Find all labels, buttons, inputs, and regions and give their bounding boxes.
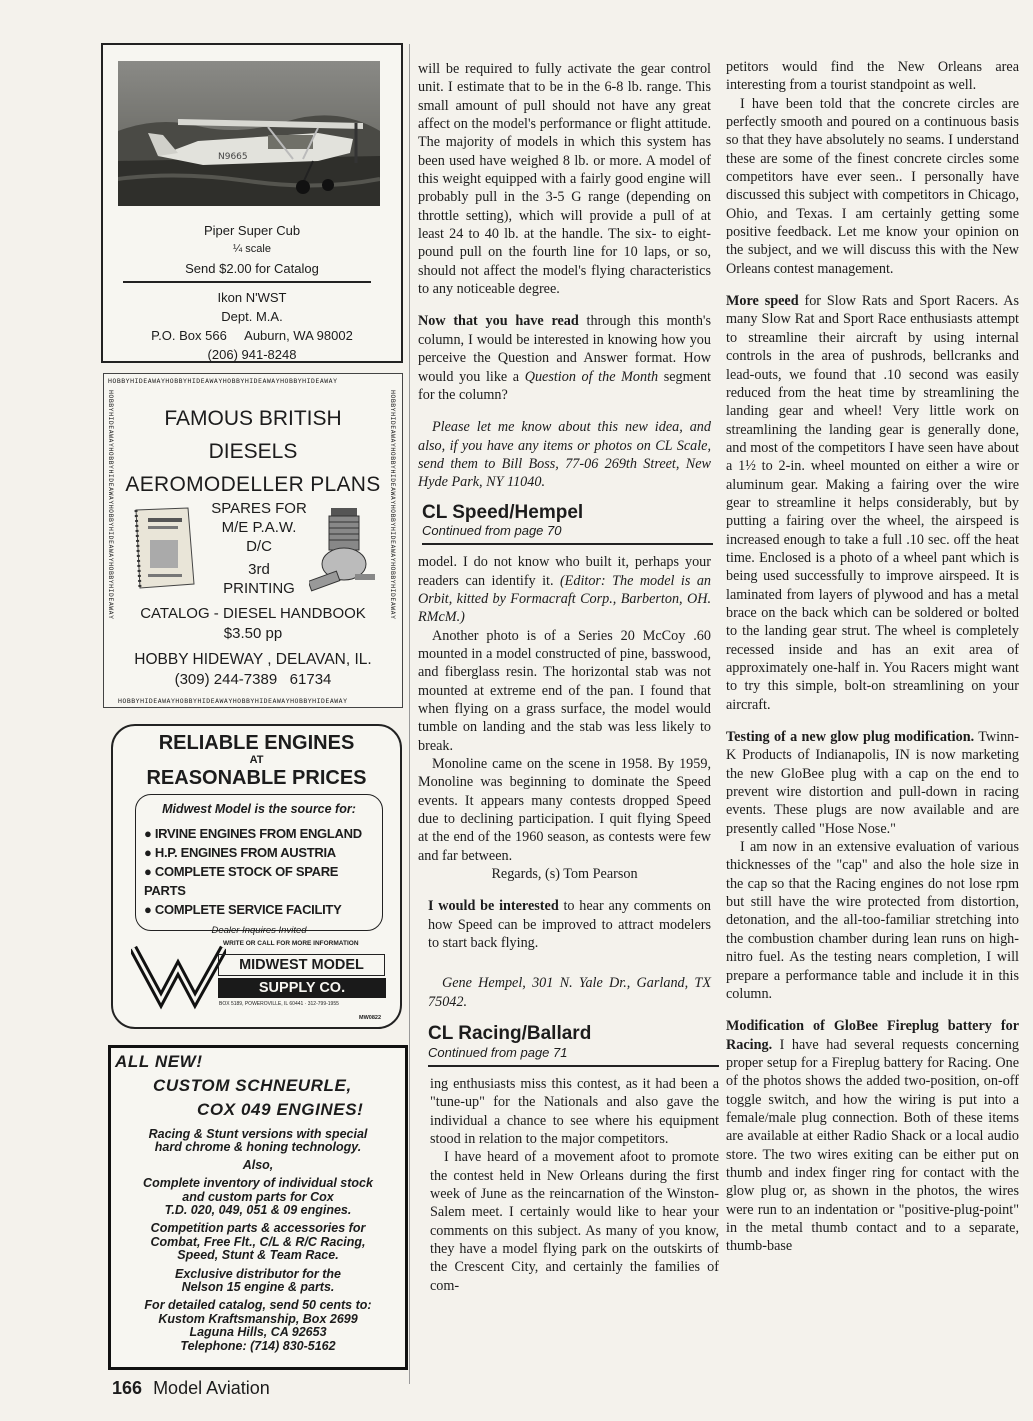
ad-hobby-title2: DIESELS [208,440,298,463]
text-column-2 [418,60,719,1295]
paragraph [726,1017,1019,1255]
ad-hobby-border-left: HOBBYHIDEAWAYHOBBYHIDEAWAYHOBBYHIDEAWAYHOBBYHIDEAWAY [107,390,115,620]
ad-midwest-name2: SUPPLY CO. [218,978,386,998]
ad-hobby-hideway [103,373,403,708]
ad-midwest-at: AT [249,754,264,766]
page-footer [112,1378,270,1399]
paragraph [418,553,711,626]
ad-midwest-dealer: Dealer Inquires Invited [211,925,307,936]
ad-piper-addr3: P.O. Box 566 Auburn, WA 98002 [151,328,353,343]
ad-cox-p4b: Combat, Free Flt., C/L & R/C Racing, [150,1234,366,1249]
ad-cox-p5b: Nelson 15 engine & parts. [181,1280,335,1295]
ad-hobby-catalog: CATALOG - DIESEL HANDBOOK [140,605,366,622]
ad-cox-p6b: Kustom Kraftsmanship, Box 2699 [158,1311,358,1326]
ad-midwest-address: BOX 5189, POWEROVILLE, IL 60441 · 312-799-1955 [219,1001,339,1007]
ad-hobby-border-right: HOBBYHIDEAWAYHOBBYHIDEAWAYHOBBYHIDEAWAYHOBBYHIDEAWAY [389,390,397,620]
ad-midwest-model [111,724,402,1029]
ad-cox-p4c: Speed, Stunt & Team Race. [177,1248,339,1263]
ad-piper-line1: Piper Super Cub [203,223,301,238]
paragraph-text: segment for the column? [418,368,711,403]
ad-cox-p1b: hard chrome & honing technology. [154,1140,362,1155]
paragraph [418,897,711,952]
ad-cox-p6c: Laguna Hills, CA 92653 [189,1325,327,1340]
ad-cox-p5a: Exclusive distributor for the [174,1266,341,1281]
ad-midwest-title2: REASONABLE PRICES [146,767,367,789]
ad-midwest-title1: RELIABLE ENGINES [158,732,355,754]
paragraph: Monoline came on the scene in 1958. By 1959, Monoline was beginning to dominate the Speed events. It appears many contests dropped Speed due to declining participation. I quit flying Speed at the end of the 1960 season, as contests were few and far between. [418,756,711,864]
ad-cox-p3b: and custom parts for Cox [182,1189,334,1204]
airplane-photo [118,61,380,206]
paragraph-lead: Modification of GloBee Fireplug battery for Racing. [726,1018,1019,1053]
paragraph-text: Twinn-K Products of Indianapolis, IN is now marketing the new GloBee plug with a cap on the end to prevent wire distortion and pull-down in racing events. These plugs are now available and are presently called "Hose Nose." [726,729,1019,837]
ad-piper-addr4: (206) 941-8248 [207,347,297,362]
ad-midwest-bullet: ● IRVINE ENGINES FROM ENGLAND [144,826,362,841]
ad-hobby-phone: (309) 244-7389 61734 [174,671,332,688]
ad-piper-addr2: Dept. M.A. [221,309,283,324]
section-title-speed: CL Speed/Hempel [422,501,584,523]
paragraph-text: for Slow Rats and Sport Racers. As many Slow Rat and Sport Race enthusiasts attempt to streamline their aircraft by using internal controls in the area of pushrods, bellcranks and lead-outs, we found that .10 second was easily reduced from the heat time by streamlining the landing gear and wheel! Very little work on streamlining the landing gear is generally done, and most of the competitors I have seen have about a 1½ to 2-in. wheel mounted on either a wire or aluminum gear. Making a fairing over the wire gear to streamline it helps considerably, but by putting a fairing over the wheel, the airspeed is increased enough to take a full .10 sec. off the heat time. Enclosed is a photo of a wheel pant which is being used successfully to improve airspeed. It is laminated from layers of plywood and has a metal brace on the back which can be soldered or bolted to the landing gear strut. The wheel is completely recessed inside and has an exit area of approximately one-half in. You Racers might want to try this simple, bolt-on streamlining on your aircraft. [726,293,1020,713]
paragraph-italic: Question of the Month [524,368,659,385]
text-column-3 [726,58,1019,1256]
paragraph-text: to hear any comments on how Speed can be improved to attract modelers to start back flying. [428,898,712,952]
magazine-name: Model Aviation [153,1378,270,1398]
ad-cox-title1: ALL NEW! [115,1052,203,1071]
paragraph: petitors would find the New Orleans area interesting from a tourist standpoint as well. [726,59,1019,94]
paragraph: will be required to fully activate the gear control unit. I estimate that to be in the 6-8 lb. range. This small amount of pull should not have any great affect on the model's performance or flight attitude. The majority of models in which this system has been used have weighed 8 lb. or more. A model of this weight equipped with a fairly good engine will probably pull in the 3-5 G range (depending on throttle setting), which will provide a pull of at least 24 to 40 lb. at the handle. The six- to eight-pound pull on the fourth line for 10 laps, or so, should not affect the model's flying characteristics to any noticeable degree. [418,61,711,298]
svg-text:N9665: N9665 [218,152,248,162]
paragraph-text: I have had several requests concerning proper setup for a Fireplug battery for Racing. One of the photos shows the added two-position, on-off toggle switch, and how the wiring is put into a female/male plug connection. Both of these items are available at either Radio Shack or a local audio store. The two wires exiting can be either put on thumb and index finger ring for contact with the glow plug or, as shown in the photos, the wires were run to an indentation or "positive-plug-point" in the metal thumb contact and to a separate, thumb-base [726,1036,1019,1255]
signature: Regards, (s) Tom Pearson [491,866,638,883]
ad-midwest-write: WRITE OR CALL FOR MORE INFORMATION [223,940,359,947]
ad-hobby-spares2: M/E P.A.W. [221,519,297,536]
page-number: 166 [112,1378,143,1398]
paragraph-lead: More speed [726,293,799,310]
paragraph: Gene Hempel, 301 N. Yale Dr., Garland, TX 75042. [428,975,711,1010]
ad-hobby-third: 3rd [248,561,270,578]
ad-cox-p1a: Racing & Stunt versions with special [148,1127,368,1141]
ad-midwest-inner-box [135,794,383,936]
ad-hobby-title3: AEROMODELLER PLANS [125,473,381,496]
ad-cox-p6a: For detailed catalog, send 50 cents to: [144,1298,372,1313]
ad-piper-addr1: Ikon N'WST [217,290,287,305]
column-rule [409,44,410,1384]
section-title-racing: CL Racing/Ballard [428,1023,592,1045]
ad-hobby-name: HOBBY HIDEWAY , DELAVAN, IL. [134,651,372,668]
paragraph: I have heard of a movement afoot to promote the contest held in New Orleans during the first week of June as the reincarnation of the Winston-Salem meet. I certainly would like to hear your comments on this subject. As many of you know, they have a model flying park on the outskirts of the Crescent City, and certainly the families of com- [430,1149,719,1294]
ad-cox-title2: CUSTOM SCHNEURLE, [153,1076,352,1095]
paragraph [726,728,1019,838]
ad-midwest-name1: MIDWEST MODEL [218,954,385,976]
ad-hobby-spares1: SPARES FOR [211,500,307,517]
ad-cox-p3a: Complete inventory of individual stock [143,1176,373,1191]
paragraph-lead: Testing of a new glow plug modification. [726,729,975,746]
paragraph-lead: I would be interested [428,898,559,915]
ad-piper-super-cub [101,43,403,363]
ad-cox-p4a: Competition parts & accessories for [150,1221,366,1236]
paragraph: Please let me know about this new idea, and also, if you have any items or photos on CL Scale, send them to Bill Boss, 77-06 269th Street, New Hyde Park, NY 11040. [418,419,711,491]
ad-piper-line2: ¼ scale [233,243,271,255]
ad-cox-p2: Also, [242,1157,274,1172]
ad-midwest-bullet: ● COMPLETE SERVICE FACILITY [144,902,342,917]
ad-piper-line3: Send $2.00 for Catalog [185,261,319,276]
ad-hobby-price: $3.50 pp [223,625,283,642]
section-continued-racing: Continued from page 71 [428,1044,719,1067]
ad-cox-p6d: Telephone: (714) 830-5162 [180,1338,336,1353]
paragraph [726,292,1019,714]
ad-hobby-border-bottom: HOBBYHIDEAWAYHOBBYHIDEAWAYHOBBYHIDEAWAYHOBBYHIDEAWAY [118,697,348,705]
ad-hobby-title1: FAMOUS BRITISH [164,407,342,430]
ad-hobby-printing: PRINTING [223,580,295,597]
paragraph: Another photo is of a Series 20 McCoy .60 mounted in a model constructed of pine, basswood, and fiberglass resin. The horizontal stab was not mounted at extreme end of the pan. I found that when flying on a grass surface, the model would tumble on landing and the stab was less likely to break. [418,627,711,754]
paragraph-text: through this month's column, I would be interested in knowing how you perceive the Question and Answer format. How would you like a [418,313,711,385]
paragraph: I have been told that the concrete circles are perfectly smooth and poured on a continuous basis so that they have absolutely no seams. I understand these are some of the finest concrete circles some competitors have ever seen.. I personally have discussed this subject with competitors in Chicago, Ohio, and Texas. I am certainly getting some positive feedback. Let me know your opinion on the subject, and we will discuss this with the New Orleans contest management. [726,95,1019,277]
paragraph: ing enthusiasts miss this contest, as it had been a "tune-up" for the Nationals and also gave the individual a chance to see where his equipment stood in relation to the major competitors. [430,1075,719,1147]
ad-hobby-spares3: D/C [246,538,272,555]
paragraph-italic: (Editor: The model is an Orbit, kitted by Formacraft Corp., Barberton, OH. RMcM.) [418,572,712,626]
ad-cox-p3c: T.D. 020, 049, 051 & 09 engines. [164,1203,352,1218]
ad-piper-divider [123,281,371,283]
ad-cox-title3: COX 049 ENGINES! [197,1100,364,1119]
ad-midwest-bullet: ● H.P. ENGINES FROM AUSTRIA [144,845,336,860]
paragraph-lead: Now that you have read [418,313,579,330]
midwest-logo [131,938,226,1013]
ad-hobby-border-top: HOBBYHIDEAWAYHOBBYHIDEAWAYHOBBYHIDEAWAYHOBBYHIDEAWAY [108,377,338,385]
paragraph-text: model. I do not know who built it, perhaps your readers can identify it. [418,554,711,589]
ad-midwest-code: MW0822 [359,1015,382,1021]
ad-midwest-bullet: ● COMPLETE STOCK OF SPARE PARTS [144,864,339,898]
ad-cox-engines [108,1045,408,1370]
paragraph: I am now in an extensive evaluation of various thicknesses of the "cap" and also the hole size in the cap so that the Racing engines do not lose rpm but still have the wire protected from distortion, detonation, and the all-too-familiar stretching into the combustion chamber during lean runs on high-nitro fuel. As the testing nears completion, I will prepare a performance table and include it in this column. [726,839,1019,1002]
paragraph [418,312,711,404]
ad-midwest-source: Midwest Model is the source for: [162,802,356,816]
section-continued-speed: Continued from page 70 [422,522,713,545]
